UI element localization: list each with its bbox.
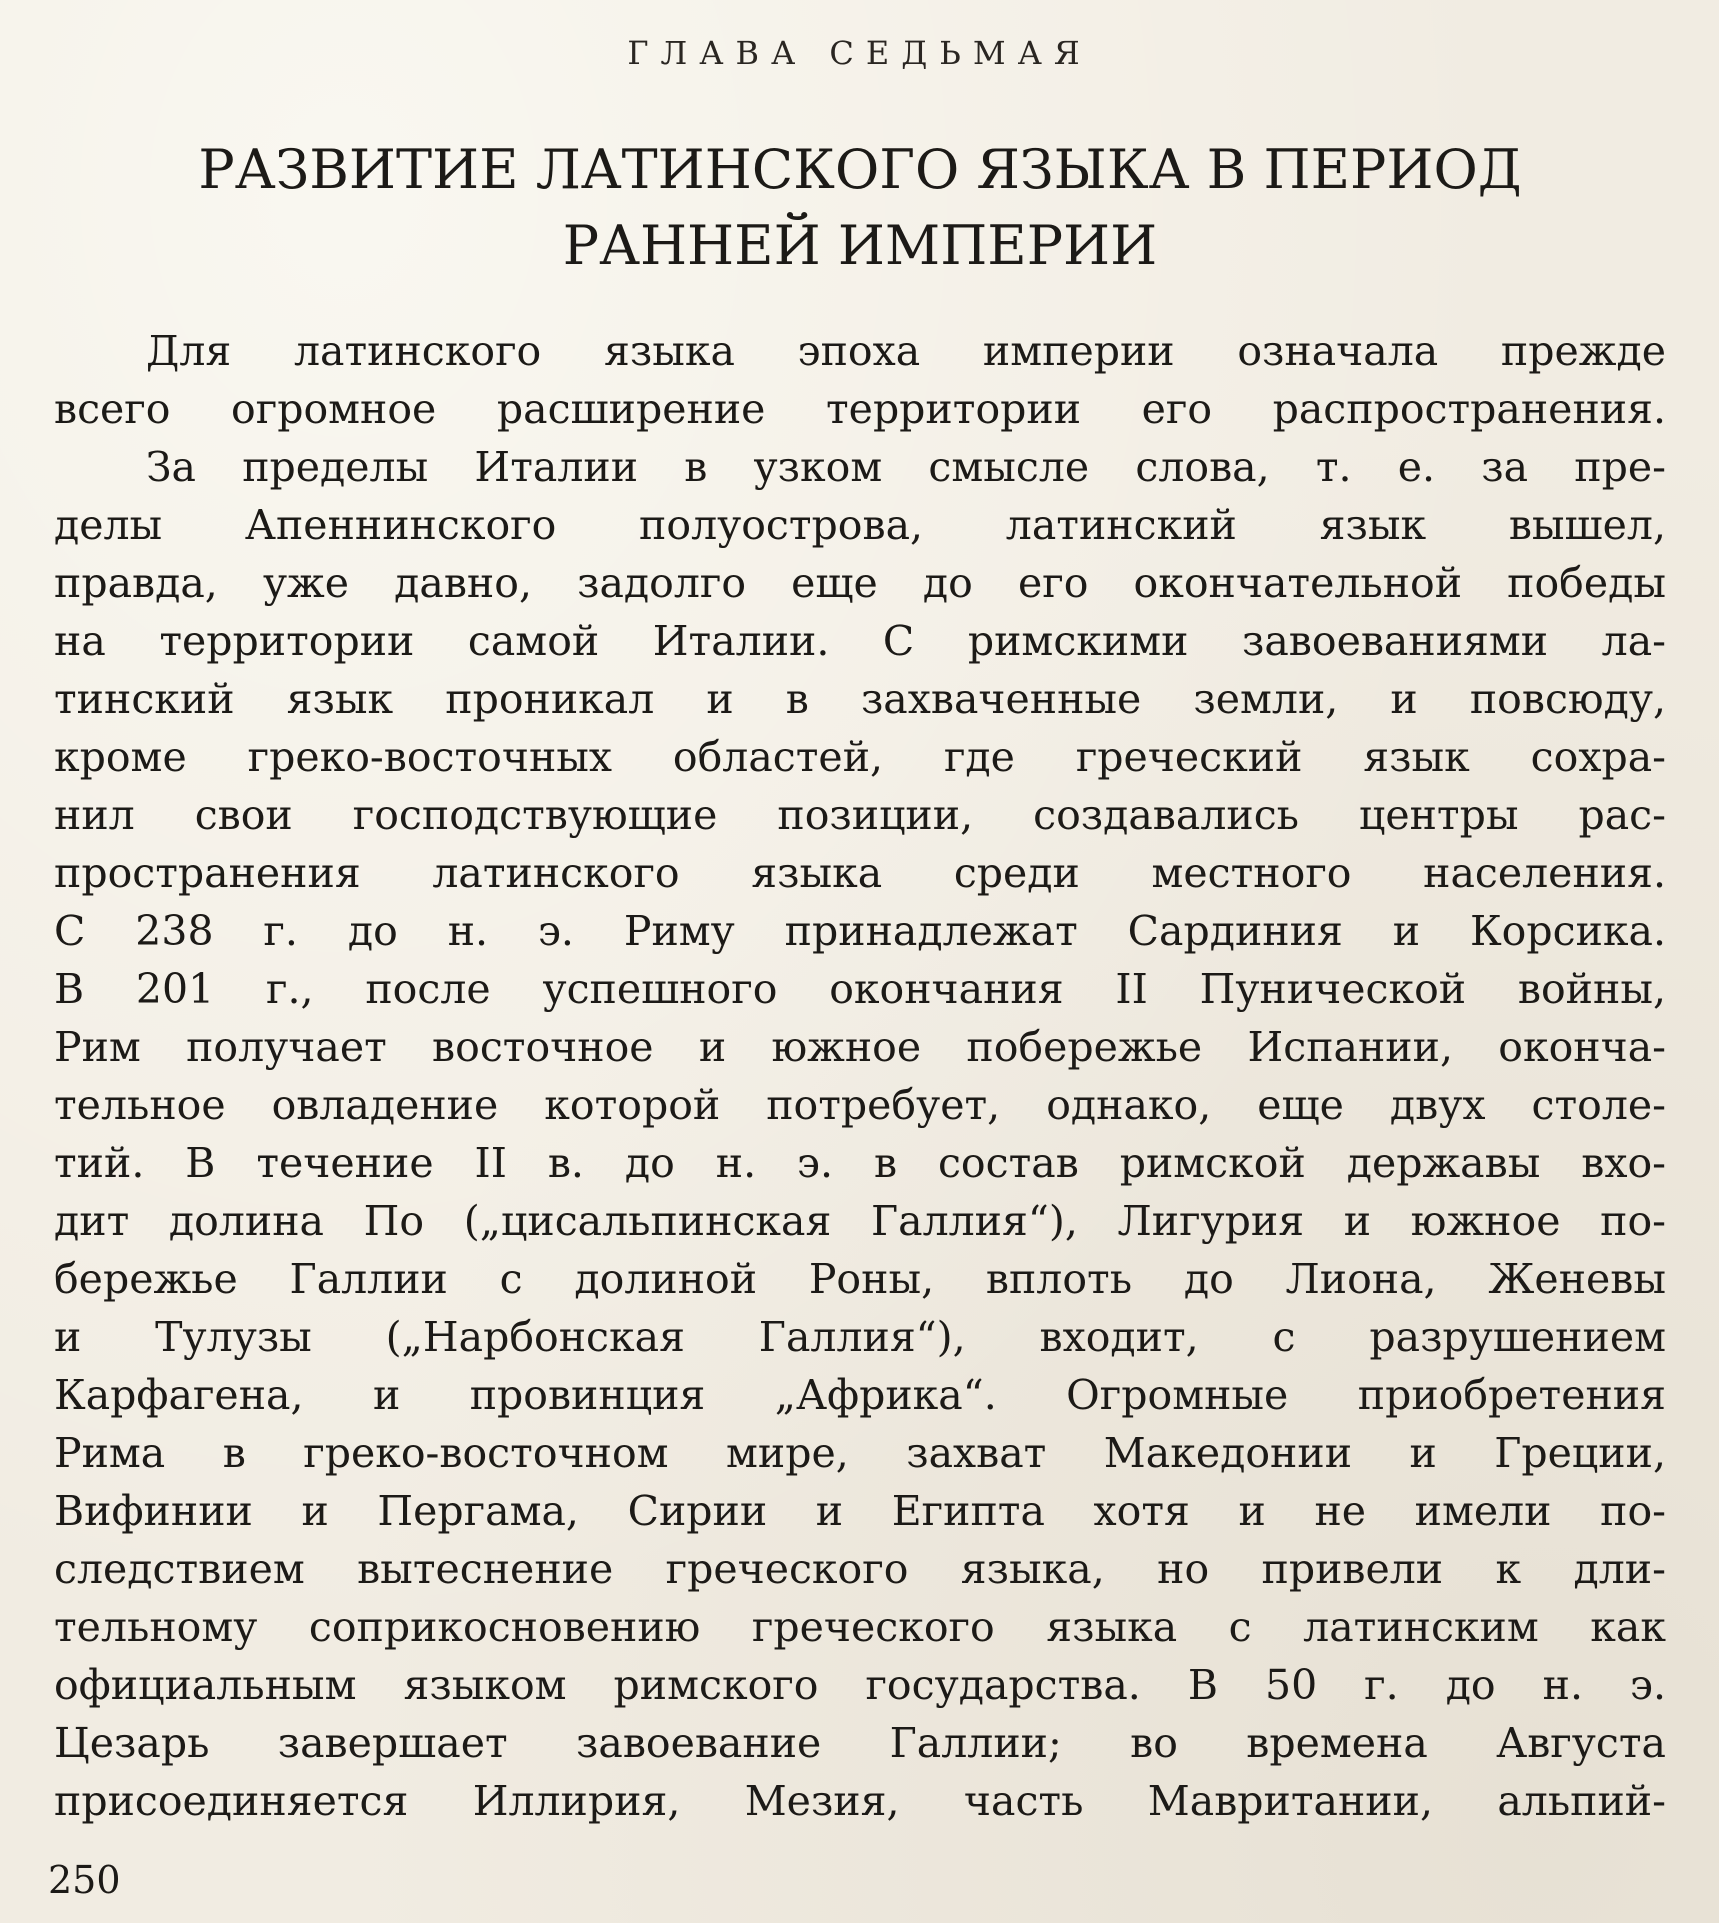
text-line: Карфагена, и провинция „Африка“. Огромные приобретения xyxy=(54,1371,1666,1419)
text-line: бережье Галлии с долиной Роны, вплоть до Лиона, Женевы xyxy=(54,1255,1666,1303)
text-line: Рима в греко-восточном мире, захват Македонии и Греции, xyxy=(54,1429,1666,1477)
text-line: кроме греко-восточных областей, где греческий язык сохра- xyxy=(54,733,1666,781)
text-line: на территории самой Италии. С римскими завоеваниями ла- xyxy=(54,617,1666,665)
text-line: Вифинии и Пергама, Сирии и Египта хотя и не имели по- xyxy=(54,1487,1666,1535)
text-line: официальным языком римского государства. В 50 г. до н. э. xyxy=(54,1661,1666,1709)
chapter-title-line: РАННЕЙ ИМПЕРИИ xyxy=(562,214,1158,277)
text-line: Цезарь завершает завоевание Галлии; во времена Августа xyxy=(54,1719,1666,1767)
text-line: нил свои господствующие позиции, создавались центры рас- xyxy=(54,791,1666,839)
text-line: делы Апеннинского полуострова, латинский язык вышел, xyxy=(54,501,1666,549)
body-text xyxy=(54,322,1666,1830)
text-line: правда, уже давно, задолго еще до его окончательной победы xyxy=(54,559,1666,607)
text-line: С 238 г. до н. э. Риму принадлежат Сардиния и Корсика. xyxy=(54,907,1666,955)
text-line: тий. В течение II в. до н. э. в состав римской державы вхо- xyxy=(54,1139,1666,1187)
text-line: За пределы Италии в узком смысле слова, т. е. за пре- xyxy=(146,443,1666,491)
text-line: тельное овладение которой потребует, однако, еще двух столе- xyxy=(54,1081,1666,1129)
text-line: тинский язык проникал и в захваченные земли, и повсюду, xyxy=(54,675,1666,723)
text-line: В 201 г., после успешного окончания II Пунической войны, xyxy=(54,965,1666,1013)
text-line: всего огромное расширение территории его распространения. xyxy=(54,385,1666,433)
page-number: 250 xyxy=(48,1858,121,1902)
text-line: присоединяется Иллирия, Мезия, часть Мавритании, альпий- xyxy=(54,1777,1666,1825)
text-line: дит долина По („цисальпинская Галлия“), Лигурия и южное по- xyxy=(54,1197,1666,1245)
text-line: Рим получает восточное и южное побережье Испании, оконча- xyxy=(54,1023,1666,1071)
text-line: тельному соприкосновению греческого языка с латинским как xyxy=(54,1603,1666,1651)
text-line: Для латинского языка эпоха империи означала прежде xyxy=(146,327,1666,375)
chapter-title xyxy=(60,132,1660,284)
chapter-heading: ГЛАВА СЕДЬМАЯ xyxy=(627,34,1092,72)
chapter-title-line: РАЗВИТИЕ ЛАТИНСКОГО ЯЗЫКА В ПЕРИОД xyxy=(198,138,1522,201)
text-line: следствием вытеснение греческого языка, но привели к дли- xyxy=(54,1545,1666,1593)
text-line: и Тулузы („Нарбонская Галлия“), входит, с разрушением xyxy=(54,1313,1666,1361)
text-line: пространения латинского языка среди местного населения. xyxy=(54,849,1666,897)
